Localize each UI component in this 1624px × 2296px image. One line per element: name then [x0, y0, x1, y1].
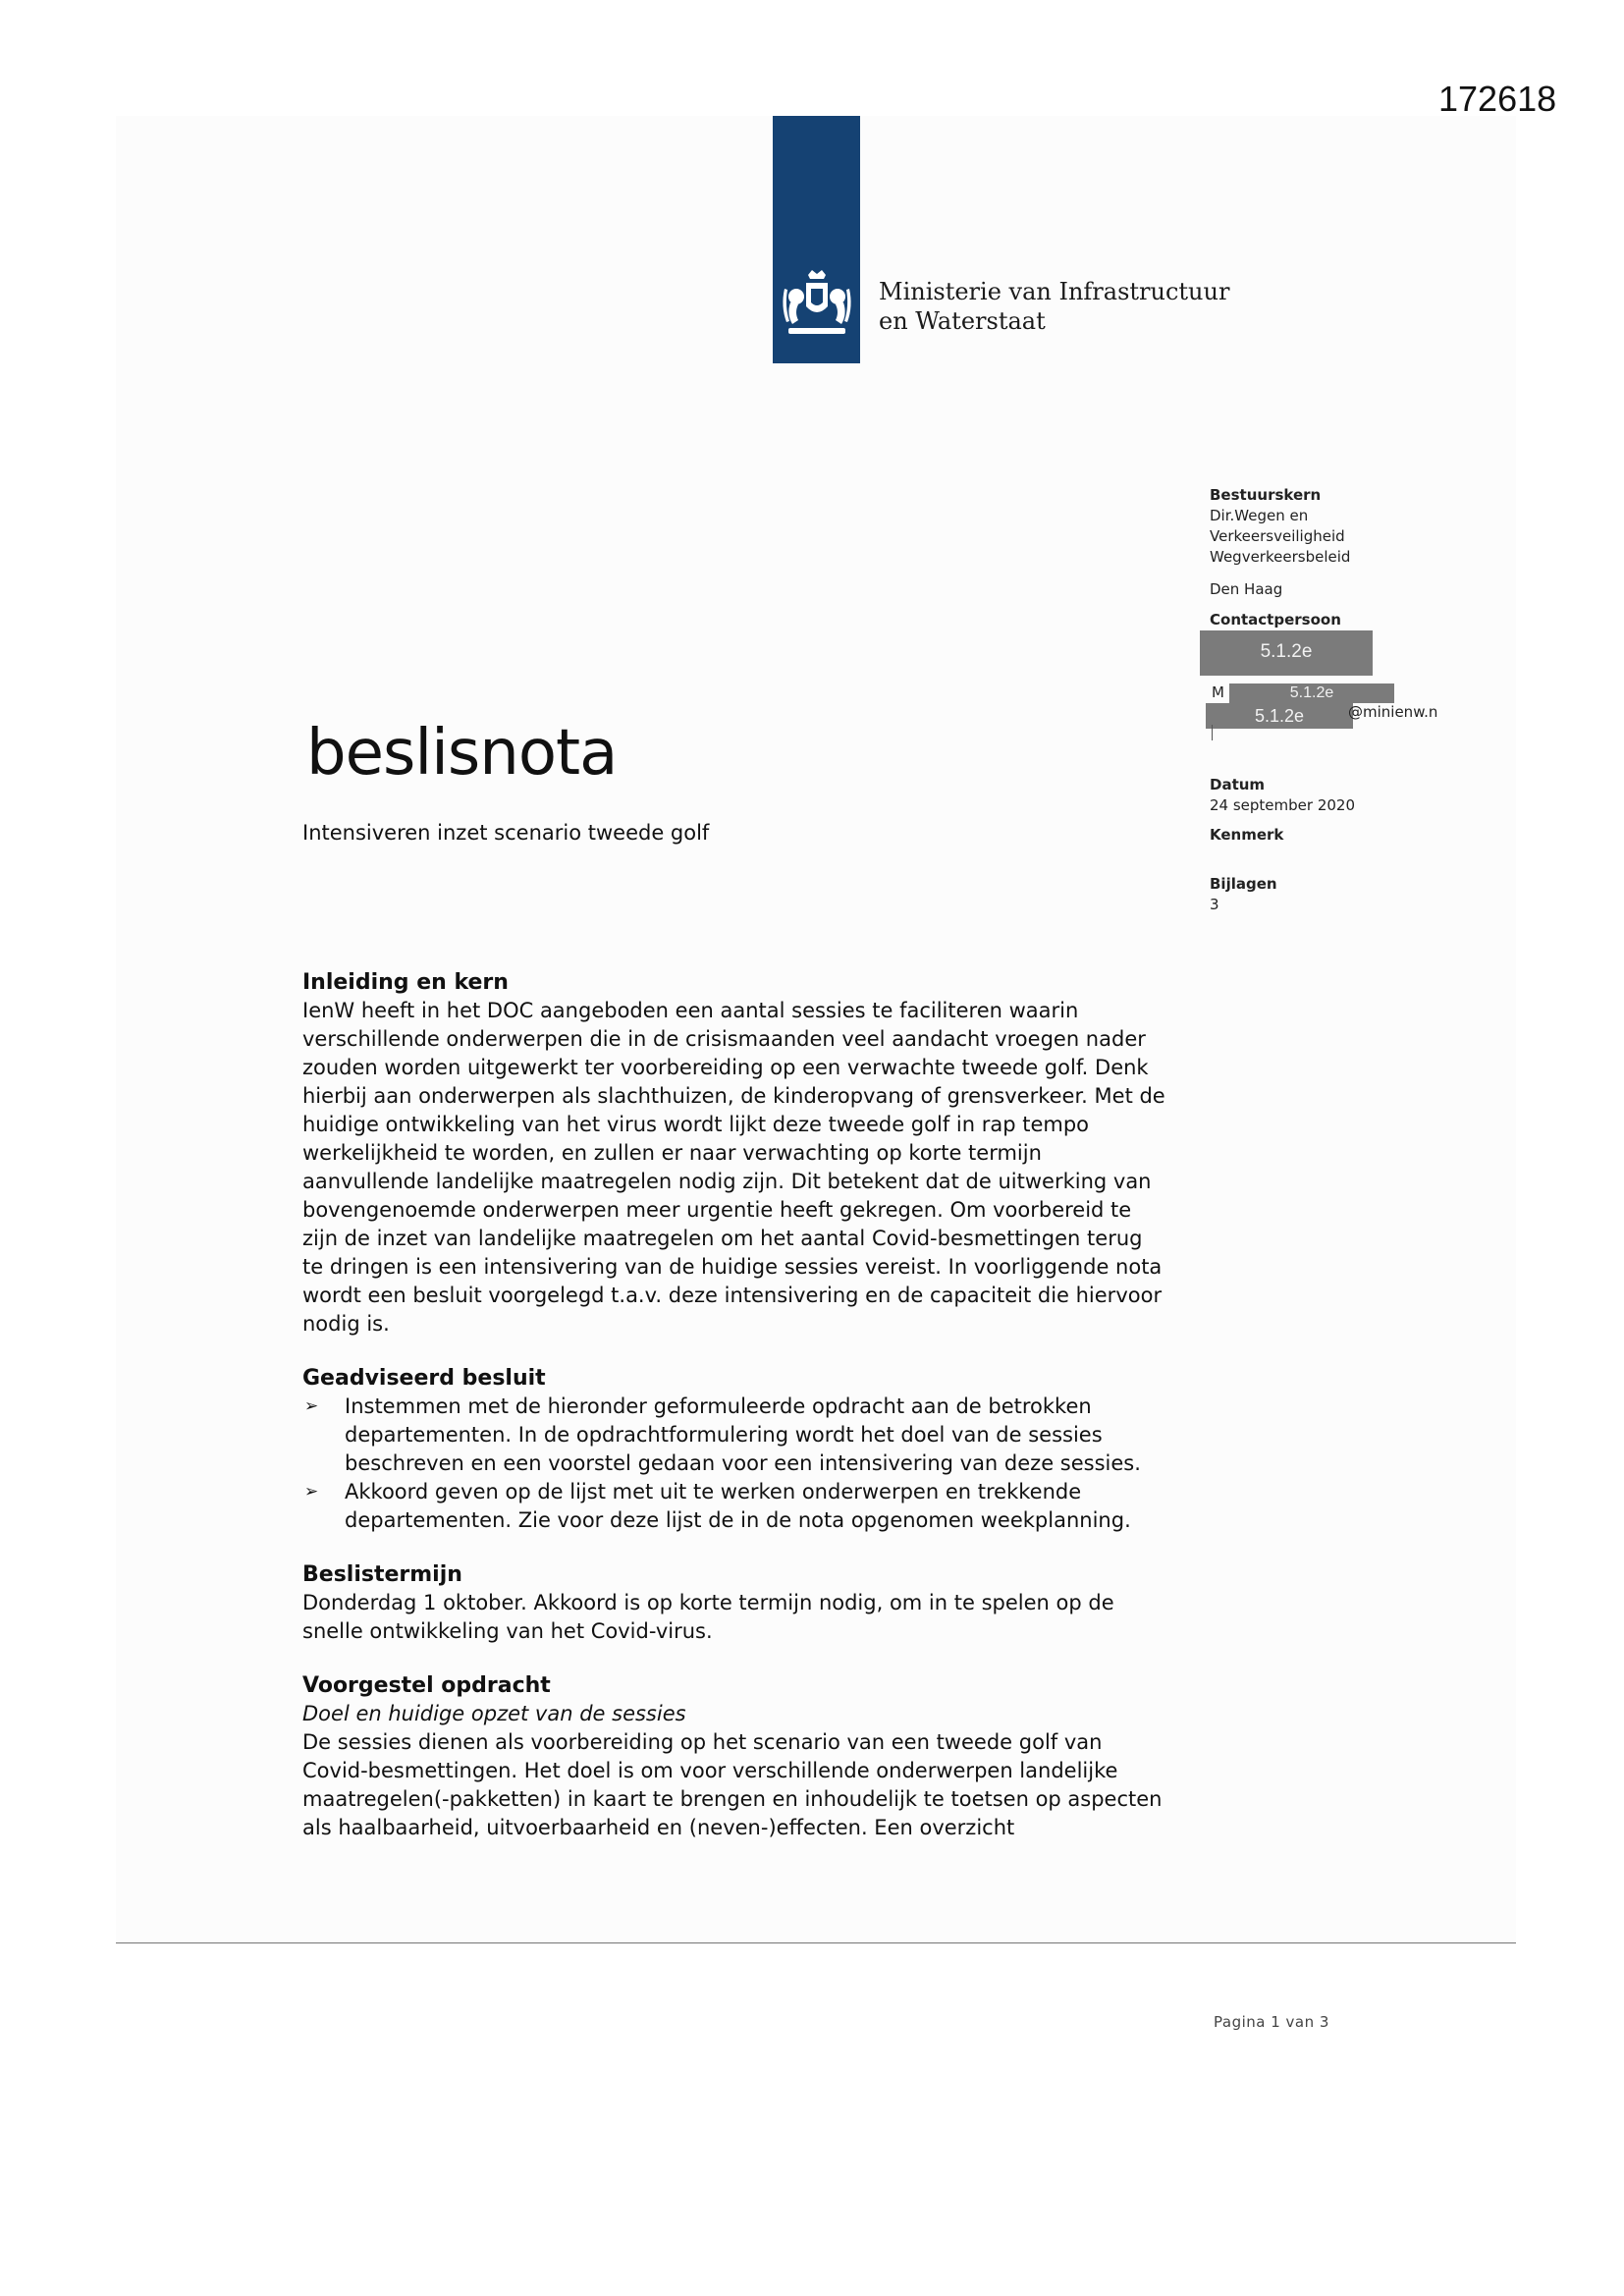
- section-text: Donderdag 1 oktober. Akkoord is op korte termijn nodig, om in te spelen op de snelle ontwikkeling van het Covid-virus.: [302, 1591, 1114, 1643]
- department-line: Dir.Wegen en: [1210, 507, 1309, 524]
- arrow-bullet-icon: ➢: [304, 1396, 319, 1416]
- email-suffix: @minienw.n: [1348, 703, 1438, 721]
- list-item-text: Instemmen met de hieronder geformuleerde opdracht aan de betrokken departementen. In de opdrachtformulering wordt het doel van de sessies beschreven en een voorstel gedaan voor een intensivering van deze sessies.: [345, 1394, 1141, 1475]
- list-item-text: Akkoord geven op de lijst met uit te werken onderwerpen en trekkende departementen. Zie voor deze lijst de in de nota opgenomen weekplanning.: [345, 1480, 1131, 1532]
- section-subheading: [302, 1700, 1166, 1728]
- section-deadline: [302, 1560, 1166, 1646]
- ministry-name: [879, 277, 1229, 336]
- list-item: [302, 1478, 1166, 1535]
- document-number: 172618: [1438, 79, 1557, 119]
- section-proposal: [302, 1671, 1166, 1842]
- document-title: beslisnota: [306, 717, 618, 790]
- section-heading: Geadviseerd besluit: [302, 1366, 546, 1391]
- section-intro: [302, 968, 1166, 1339]
- department-heading: Bestuurskern: [1210, 486, 1322, 504]
- date-heading: Datum: [1210, 776, 1266, 793]
- section-heading: Voorgestel opdracht: [302, 1673, 551, 1698]
- document-subtitle: Intensiveren inzet scenario tweede golf: [302, 821, 710, 845]
- city: Den Haag: [1210, 580, 1283, 598]
- footer-divider: [116, 1942, 1516, 1943]
- contact-heading: Contactpersoon: [1210, 611, 1341, 629]
- redaction-contact: 5.1.2e: [1200, 630, 1373, 676]
- attachments-heading: Bijlagen: [1210, 875, 1277, 893]
- page-number: Pagina 1 van 3: [1214, 2013, 1329, 2031]
- date-value: 24 september 2020: [1210, 796, 1356, 814]
- redaction-mobile: 5.1.2e: [1229, 683, 1394, 703]
- arrow-bullet-icon: ➢: [304, 1482, 319, 1502]
- advice-list: [302, 1393, 1166, 1535]
- section-heading: Inleiding en kern: [302, 970, 509, 995]
- divider: [1212, 725, 1213, 740]
- document-body: [302, 968, 1166, 1868]
- mobile-label: M: [1212, 683, 1224, 701]
- section-advice: [302, 1364, 1166, 1535]
- department-line: Verkeersveiligheid: [1210, 527, 1345, 545]
- redaction-email: 5.1.2e: [1206, 703, 1353, 729]
- reference-heading: Kenmerk: [1210, 826, 1284, 844]
- attachments-value: 3: [1210, 896, 1219, 913]
- section-subheading-text: Doel en huidige opzet van de sessies: [302, 1702, 686, 1725]
- ministry-name-line1: Ministerie van Infrastructuur: [879, 278, 1230, 305]
- section-text: IenW heeft in het DOC aangeboden een aantal sessies te faciliteren waarin verschillende onderwerpen die in de crisismaanden veel aandacht vroegen nader zouden worden uitgewerkt ter voorbereiding op een verwachte tweede golf. Denk hierbij aan onderwerpen als slachthuizen, de kinderopvang of grensverkeer. Met de huidige ontwikkeling van het virus wordt lijkt deze tweede golf in rap tempo werkelijkheid te worden, en zullen er naar verwachting op korte termijn aanvullende landelijke maatregelen nodig zijn. Dit betekent dat de uitwerking van bovengenoemde onderwerpen meer urgentie heeft gekregen. Om voorbereid te zijn de inzet van landelijke maatregelen om het aantal Covid-besmettingen terug te dringen is een intensivering van de huidige sessies vereist. In voorliggende nota wordt een besluit voorgelegd t.a.v. deze intensivering en de capaciteit die hiervoor nodig is.: [302, 999, 1165, 1336]
- ministry-name-line2: en Waterstaat: [879, 307, 1046, 335]
- department-line: Wegverkeersbeleid: [1210, 548, 1351, 566]
- coat-of-arms-icon: [779, 267, 855, 346]
- section-heading: Beslistermijn: [302, 1562, 462, 1587]
- ministry-logo-bar: [773, 116, 860, 363]
- section-text: De sessies dienen als voorbereiding op het scenario van een tweede golf van Covid-besmettingen. Het doel is om voor verschillende onderwerpen landelijke maatregelen(-pakketten) in kaart te brengen en inhoudelijk te toetsen op aspecten als haalbaarheid, uitvoerbaarheid en (neven-)effecten. Een overzicht: [302, 1730, 1163, 1839]
- list-item: [302, 1393, 1166, 1478]
